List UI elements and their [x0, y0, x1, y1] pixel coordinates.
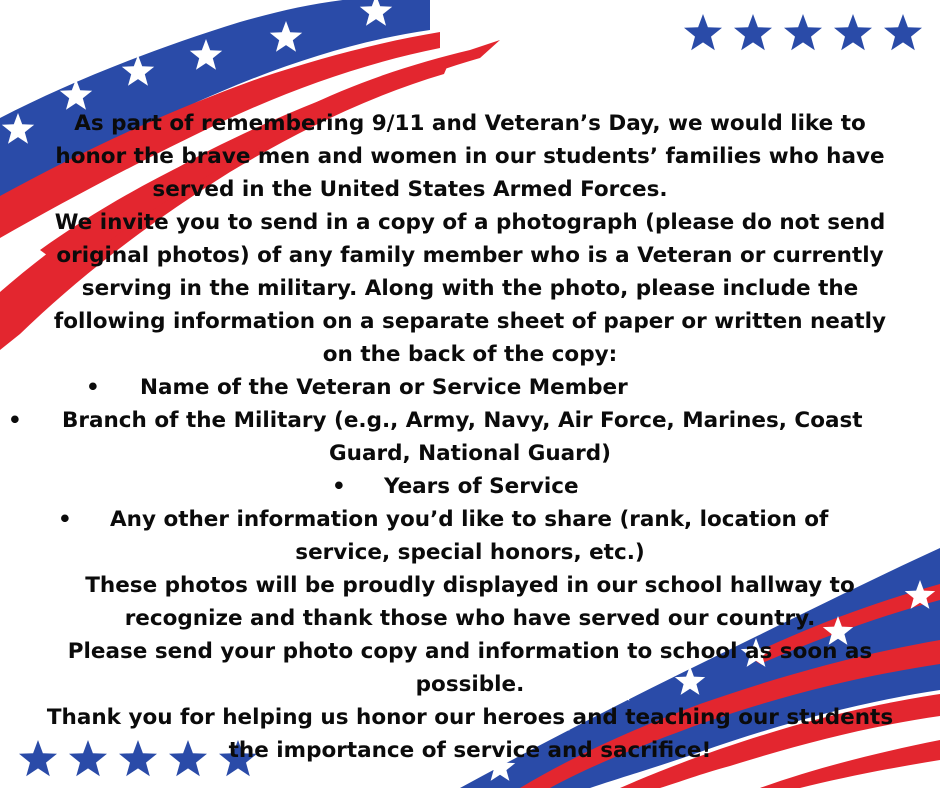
- bullet-other-text-1: Any other information you’d like to share (rank, location of: [110, 507, 829, 532]
- bullet-branch-text-1: Branch of the Military (e.g., Army, Navy, Air Force, Marines, Coast: [62, 408, 863, 433]
- send-line-2: possible.: [415, 672, 525, 697]
- invite-line-3: serving in the military. Along with the photo, please include the: [81, 276, 859, 301]
- bullet-name: •: [86, 375, 100, 400]
- bullet-branch-text-2: Guard, National Guard): [329, 441, 611, 466]
- blue-star-icon: [834, 14, 872, 50]
- invite-line-2: original photos) of any family member who is a Veteran or currently: [56, 243, 884, 268]
- invite-line-1: We invite you to send in a copy of a photograph (please do not send: [54, 210, 886, 235]
- blue-star-icon: [884, 14, 922, 50]
- bullet-name-text: Name of the Veteran or Service Member: [140, 375, 628, 400]
- display-line-1: These photos will be proudly displayed in our school hallway to: [85, 573, 855, 598]
- display-line-2: recognize and thank those who have served our country.: [124, 606, 816, 631]
- thanks-line-1: Thank you for helping us honor our heroes and teaching our students: [46, 705, 894, 730]
- bullet-branch: •: [8, 408, 22, 433]
- blue-star-icon: [734, 14, 772, 50]
- blue-star-icon: [784, 14, 822, 50]
- blue-star-icon: [684, 14, 722, 50]
- bullet-years: •: [332, 474, 346, 499]
- bullet-other: •: [58, 507, 72, 532]
- intro-line-1: As part of remembering 9/11 and Veteran’s Day, we would like to: [74, 111, 866, 136]
- intro-line-3: served in the United States Armed Forces.: [152, 177, 668, 202]
- bullet-other-text-2: service, special honors, etc.): [295, 540, 645, 565]
- invite-line-4: following information on a separate sheet of paper or written neatly: [53, 309, 887, 334]
- invite-line-5: on the back of the copy:: [322, 342, 618, 367]
- send-line-1: Please send your photo copy and information to school as soon as: [67, 639, 873, 664]
- thanks-line-2: the importance of service and sacrifice!: [228, 738, 712, 763]
- intro-line-2: honor the brave men and women in our students’ families who have: [55, 144, 885, 169]
- bullet-years-text: Years of Service: [384, 474, 579, 499]
